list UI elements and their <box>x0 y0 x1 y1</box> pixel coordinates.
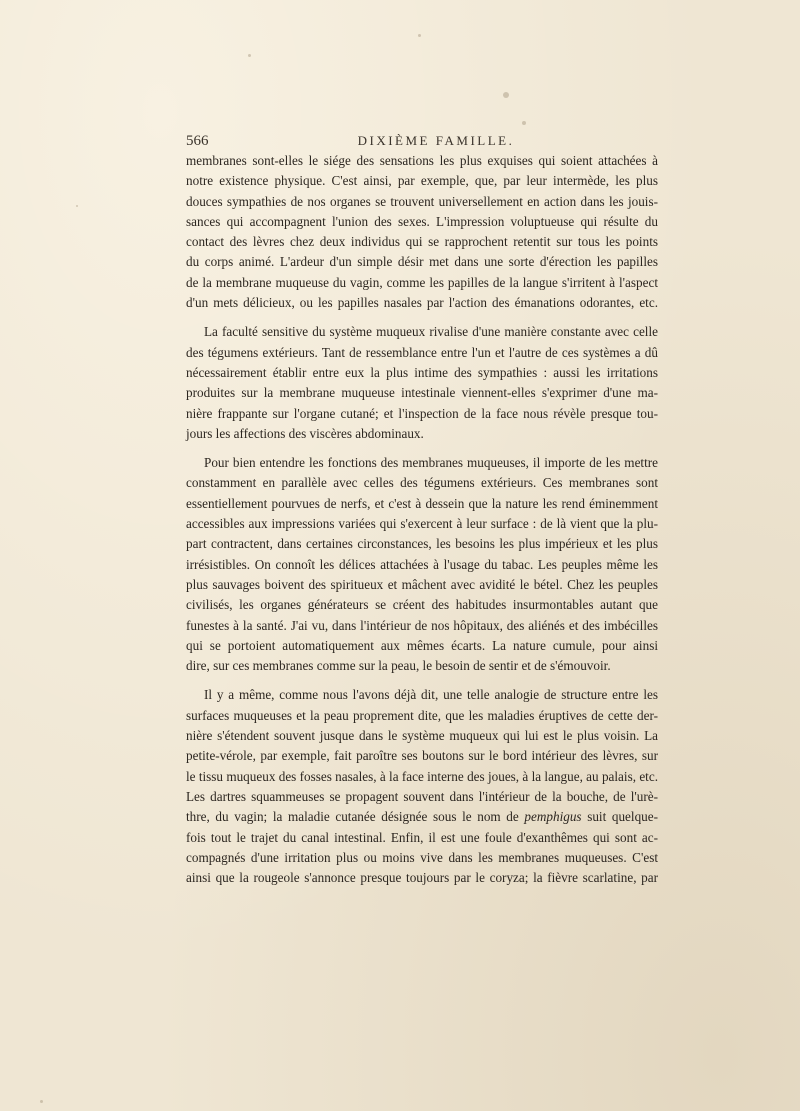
text-line: compagnés d'une irritation plus ou moins vive dans les membranes muqueuses. C'est <box>186 849 658 865</box>
paper-speck <box>40 1100 43 1103</box>
paper-speck <box>503 92 509 98</box>
text-line: constamment en parallèle avec celles des tégumens extérieurs. Ces membranes sont <box>186 475 658 491</box>
text-line: plus sauvages boivent des spiritueux et mâchent avec avidité le bétel. Chez les peuples <box>186 576 658 592</box>
page-header <box>186 133 656 153</box>
text-line: surfaces muqueuses et la peau proprement dite, que les maladies éruptives de cette der- <box>186 707 658 723</box>
text-line: du corps animé. L'ardeur d'un simple désir met dans une sorte d'érection les papilles <box>186 254 658 270</box>
text-line: Les dartres squammeuses se propagent souvent dans l'intérieur de la bouche, de l'urè- <box>186 788 658 804</box>
running-head: DIXIÈME FAMILLE. <box>357 133 515 148</box>
text-line: d'un mets délicieux, ou les papilles nasales par l'action des émanations odorantes, etc. <box>186 295 658 311</box>
text-line: qui se portoient automatiquement aux mêmes écarts. La nature cumule, pour ainsi <box>186 637 658 653</box>
text-line: contact des lèvres chez deux individus qui se rapprochent retentit sur tous les points <box>186 234 658 250</box>
text-line: jours les affections des viscères abdominaux. <box>186 425 424 441</box>
text-line: de la membrane muqueuse du vagin, comme les papilles de la langue s'irritent à l'aspect <box>186 274 658 290</box>
text-line-mixed <box>186 807 658 827</box>
text-line: La faculté sensitive du système muqueux rivalise d'une manière constante avec celle <box>204 324 658 340</box>
text-line: Pour bien entendre les fonctions des membranes muqueuses, il importe de les mettre <box>204 455 658 471</box>
text-line: dire, sur ces membranes comme sur la peau, le besoin de sentir et de s'émouvoir. <box>186 658 611 674</box>
text-line: membranes sont-elles le siége des sensations les plus exquises qui soient attachées à <box>186 153 658 168</box>
paragraph-1 <box>186 151 658 313</box>
body-text <box>186 151 658 888</box>
text-line: des tégumens extérieurs. Tant de ressemblance entre l'un et l'autre de ces systèmes a dû <box>186 344 658 360</box>
text-line: douces sympathies de nos organes se trouvent universellement en action dans les jouis- <box>186 193 658 209</box>
text-line: nière frappante sur l'organe cutané; et l'inspection de la face nous révèle presque tou- <box>186 405 658 421</box>
text-line: civilisés, les organes générateurs se créent des habitudes insurmontables autant que <box>186 597 658 613</box>
text-line: Il y a même, comme nous l'avons déjà dit, une telle analogie de structure entre les <box>204 687 658 703</box>
paper-speck <box>522 121 526 125</box>
text-line: nière s'étendent souvent jusque dans le système muqueux qui lui est le plus voisin. La <box>186 728 658 744</box>
text-line: part contractent, dans certaines circonstances, les besoins les plus impérieux et les plus <box>186 536 658 552</box>
text-segment: suit quelque- <box>581 809 659 825</box>
text-line: petite-vérole, par exemple, fait paroître ses boutons sur le bord intérieur des lèvres, sur <box>186 748 658 764</box>
paper-speck <box>248 54 251 57</box>
paragraph-4 <box>186 685 658 888</box>
text-line: nécessairement établir entre eux la plus intime des sympathies : aussi les irritations <box>186 364 658 380</box>
page-number: 566 <box>186 133 209 149</box>
paper-speck <box>76 205 78 207</box>
paper-speck <box>418 34 421 37</box>
paragraph-2 <box>186 322 658 444</box>
text-line: essentiellement pourvues de nerfs, et c'est à dessein que la nature les rend éminemment <box>186 495 658 511</box>
text-line: ainsi que la rougeole s'annonce presque toujours par le coryza; la fièvre scarlatine, par <box>186 870 658 886</box>
italic-term: pemphigus <box>524 809 582 825</box>
text-line: produites sur la membrane muqueuse intestinale viennent-elles s'exprimer d'une ma- <box>186 385 658 401</box>
text-line: accessibles aux impressions variées qui s'exercent à leur surface : de là vient que la plu- <box>186 516 658 532</box>
text-line: le tissu muqueux des fosses nasales, à la face interne des joues, à la langue, au palais, etc. <box>186 768 658 784</box>
text-line: funestes à la santé. J'ai vu, dans l'intérieur de nos hôpitaux, des aliénés et des imbécilles <box>186 617 658 633</box>
paragraph-3 <box>186 453 658 676</box>
text-line: irrésistibles. On connoît les délices attachées à l'usage du tabac. Les peuples même les <box>186 556 658 572</box>
text-line: fois tout le trajet du canal intestinal. Enfin, il est une foule d'exanthêmes qui sont ac- <box>186 829 658 845</box>
text-line: notre existence physique. C'est ainsi, par exemple, que, par leur intermède, les plus <box>186 173 658 189</box>
text-segment: thre, du vagin; la maladie cutanée désignée sous le nom de <box>186 809 519 825</box>
text-line: sances qui accompagnent l'union des sexes. L'impression voluptueuse qui résulte du <box>186 213 658 229</box>
